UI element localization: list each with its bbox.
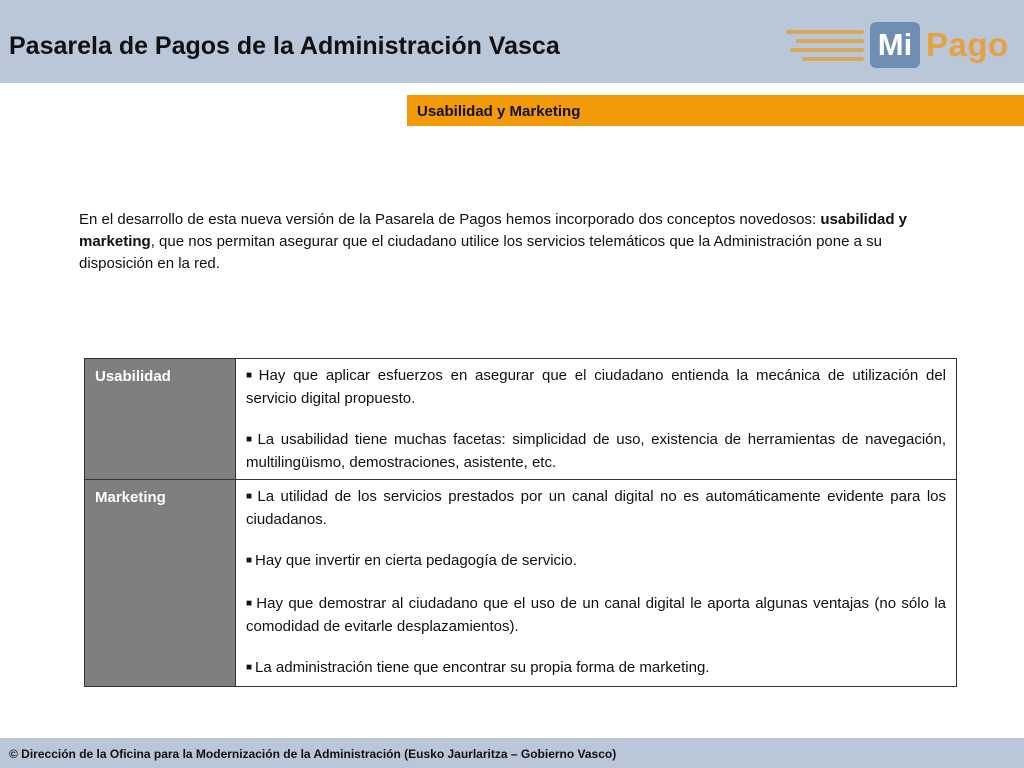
logo-speed-line — [786, 30, 864, 34]
table-row-marketing — [85, 480, 957, 687]
bullet-text: La administración tiene que encontrar su propia forma de marketing. — [255, 659, 710, 676]
section-tab-label: Usabilidad y Marketing — [417, 103, 581, 120]
logo-speed-line — [796, 39, 864, 43]
logo-pago: Pago — [926, 26, 1009, 63]
table-row-usabilidad — [85, 359, 957, 480]
bullet-square-icon: ■ — [246, 491, 255, 502]
mipago-logo — [786, 20, 1008, 70]
row-label-marketing: Marketing — [85, 480, 236, 687]
bullet-square-icon: ■ — [246, 370, 256, 381]
intro-text-part2: , que nos permitan asegurar que el ciudadano utilice los servicios telemáticos que la Administración pone a su disposición en la red. — [79, 233, 882, 272]
intro-text-part1: En el desarrollo de esta nueva versión de la Pasarela de Pagos hemos incorporado dos conceptos novedosos: — [79, 211, 821, 228]
bullet-item — [246, 429, 946, 473]
page-title: Pasarela de Pagos de la Administración Vasca — [9, 32, 560, 60]
bullet-text: Hay que demostrar al ciudadano que el uso de un canal digital le aporta algunas ventajas (no sólo la comodidad de evitarle desplazamientos). — [246, 595, 946, 635]
bullet-square-icon: ■ — [246, 555, 253, 566]
logo-mi: Mi — [870, 22, 920, 68]
footer-copyright: © Dirección de la Oficina para la Modernización de la Administración (Eusko Jaurlaritza – Gobierno Vasco) — [9, 747, 617, 761]
section-tab — [407, 95, 1024, 126]
row-label-usabilidad: Usabilidad — [85, 359, 236, 480]
row-body-marketing — [236, 480, 957, 687]
bullet-text: Hay que invertir en cierta pedagogía de servicio. — [255, 552, 577, 569]
concepts-table — [84, 358, 957, 687]
intro-paragraph — [79, 209, 919, 275]
logo-speed-line — [790, 48, 864, 52]
bullet-item — [246, 486, 946, 530]
bullet-square-icon: ■ — [246, 662, 253, 673]
intro-text-bold: usabilidad y marketing — [79, 211, 908, 250]
bullet-item — [246, 365, 946, 409]
bullet-square-icon: ■ — [246, 434, 255, 445]
bullet-item — [246, 593, 946, 637]
bullet-item — [246, 550, 946, 573]
bullet-text: La utilidad de los servicios prestados por un canal digital no es automáticamente evidente para los ciudadanos. — [246, 488, 946, 528]
bullet-text: Hay que aplicar esfuerzos en asegurar que el ciudadano entienda la mecánica de utilización del servicio digital propuesto. — [246, 367, 946, 407]
bullet-text: La usabilidad tiene muchas facetas: simplicidad de uso, existencia de herramientas de navegación, multilingüismo, demostraciones, asistente, etc. — [246, 431, 947, 471]
bullet-square-icon: ■ — [246, 598, 254, 609]
footer-bar — [0, 738, 1024, 768]
bullet-item — [246, 657, 946, 680]
logo-speed-line — [802, 57, 864, 61]
header-bar — [0, 0, 1024, 83]
row-body-usabilidad — [236, 359, 957, 480]
